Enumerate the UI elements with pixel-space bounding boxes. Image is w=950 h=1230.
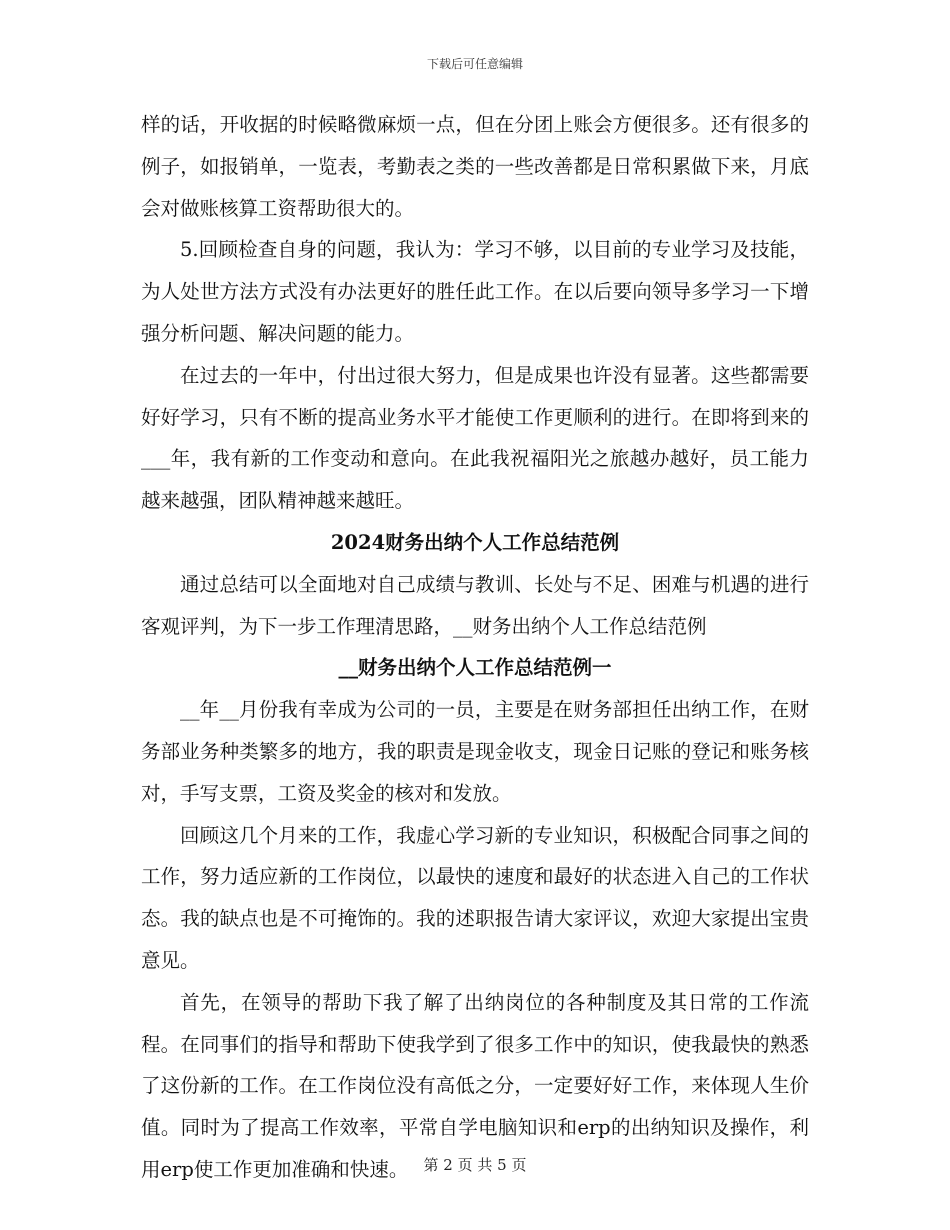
- paragraph-year-summary: 在过去的一年中，付出过很大努力，但是成果也许没有显著。这些都需要好好学习，只有不断的提高业务水平才能使工作更顺利的进行。在即将到来的___年，我有新的工作变动和意向。在此我祝福阳光之旅越办越好，员工能力越来越强，团队精神越来越旺。: [141, 363, 809, 513]
- paragraph-continuation: 样的话，开收据的时候略微麻烦一点，但在分团上账会方便很多。还有很多的例子，如报销单，一览表，考勤表之类的一些改善都是日常积累做下来，月底会对做账核算工资帮助很大的。: [141, 113, 809, 220]
- page-footer: 第 2 页 共 5 页: [423, 1156, 527, 1174]
- page-header: 下载后可任意编辑: [426, 57, 523, 71]
- paragraph-review: 回顾这几个月来的工作，我虚心学习新的专业知识，积极配合同事之间的工作，努力适应新的工作岗位，以最快的速度和最好的状态进入自己的工作状态。我的缺点也是不可掩饰的。我的述职报告请大家评议，欢迎大家提出宝贵意见。: [141, 823, 809, 972]
- section-title: 2024财务出纳个人工作总结范例: [330, 530, 620, 554]
- paragraph-first: 首先，在领导的帮助下我了解了出纳岗位的各种制度及其日常的工作流程。在同事们的指导和帮助下使我学到了很多工作中的知识，使我最快的熟悉了这份新的工作。在工作岗位没有高低之分，一定要好好工作，来体现人生价值。同时为了提高工作效率，平常自学电脑知识和erp的出纳知识及操作，利用erp使工作更加准确和快速。: [141, 990, 809, 1181]
- document-body: [141, 104, 809, 1191]
- paragraph-intro: 通过总结可以全面地对自己成绩与教训、长处与不足、困难与机遇的进行客观评判，为下一步工作理清思路，__财务出纳个人工作总结范例: [141, 572, 809, 638]
- paragraph-self-review: 5.回顾检查自身的问题，我认为：学习不够，以目前的专业学习及技能，为人处世方法方式没有办法更好的胜任此工作。在以后要向领导多学习一下增强分析问题、解决问题的能力。: [141, 238, 809, 345]
- paragraph-role: __年__月份我有幸成为公司的一员，主要是在财务部担任出纳工作，在财务部业务种类繁多的地方，我的职责是现金收支，现金日记账的登记和账务核对，手写支票，工资及奖金的核对和发放。: [141, 698, 809, 805]
- subsection-title: __财务出纳个人工作总结范例一: [338, 656, 612, 680]
